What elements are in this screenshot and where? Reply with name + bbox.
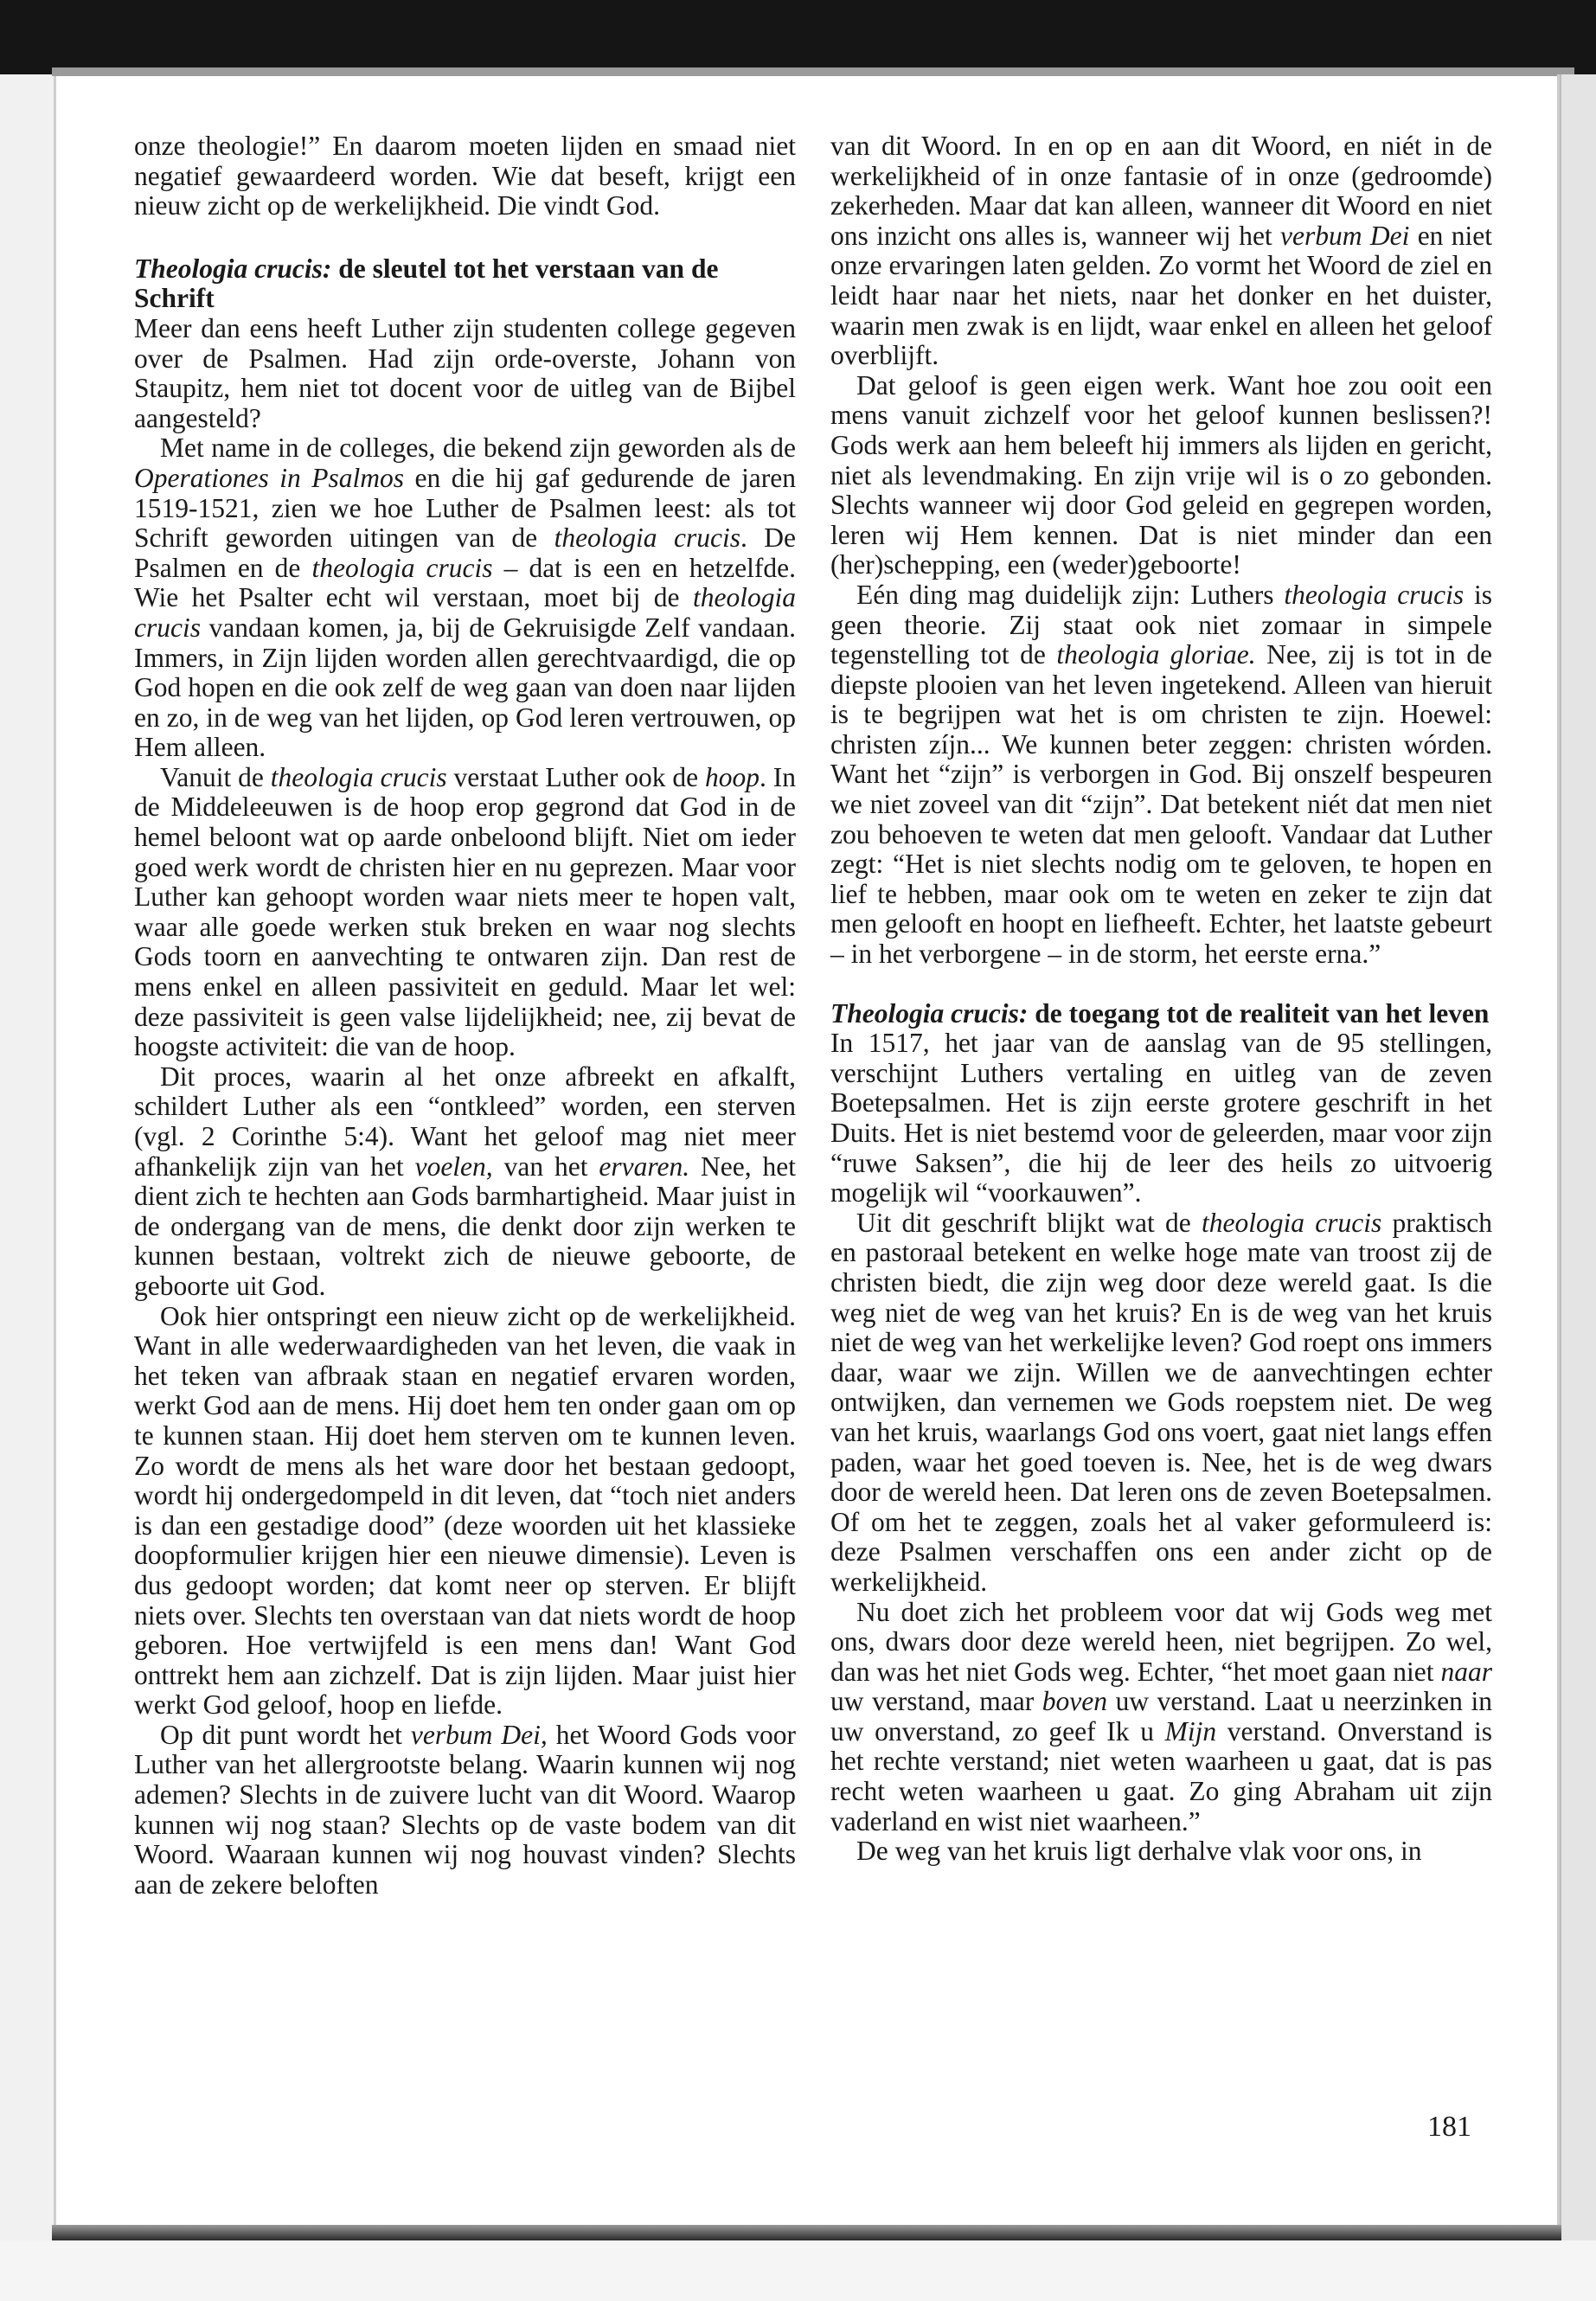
heading-italic: Theologia crucis: bbox=[134, 253, 332, 284]
section-heading-schrift bbox=[134, 254, 796, 314]
paragraph: Dat geloof is geen eigen werk. Want hoe zou ooit een mens vanuit zichzelf voor het geloof kunnen beslissen?! Gods werk aan hem beleeft hij immers als lijden en gericht, niet als levendmaking. En zijn vrije wil is o zo gebonden. Slechts wanneer wij door God geleid en gegrepen worden, leren wij Hem kennen. Dat is niet minder dan een (her)schepping, een (weder)geboorte! bbox=[830, 369, 1492, 580]
right-column bbox=[830, 131, 1492, 1867]
left-column bbox=[134, 131, 796, 1900]
scan-top-shadow bbox=[52, 67, 1574, 76]
scan-right-margin bbox=[1560, 74, 1596, 2301]
paragraph: Op dit punt wordt het verbum Dei, het Woord Gods voor Luther van het allergrootste belang. Waarin kunnen wij nog ademen? Slechts in de zuivere lucht van dit Woord. Waarop kunnen wij nog staan? Slechts op de vaste bodem van dit Woord. Waaraan kunnen wij nog houvast vinden? Slechts aan de zekere beloften bbox=[134, 1719, 796, 1900]
paragraph: Eén ding mag duidelijk zijn: Luthers theologia crucis is geen theorie. Zij staat ook niet zomaar in simpele tegenstelling tot de theologia gloriae. Nee, zij is tot in de diepste plooien van het leven ingetekend. Alleen van hieruit is te begrijpen wat het is om christen te zijn. Hoewel: christen zíjn... We kunnen beter zeggen: christen wórden. Want het “zijn” is verborgen in God. Bij onszelf bespeuren we niet zoveel van dit “zijn”. Dat betekent niét dat men niet zou behoeven te weten dat men gelooft. Vandaar dat Luther zegt: “Het is niet slechts nodig om te geloven, te hopen en lief te hebben, maar ook om te weten en zeker te zijn dat men gelooft en hoopt en liefheeft. Echter, het laatste gebeurt – in het verborgene – in de storm, het eerste erna.” bbox=[830, 579, 1493, 970]
paragraph: Vanuit de theologia crucis verstaat Luther ook de hoop. In de Middeleeuwen is de hoop erop gegrond dat God in de hemel beloont wat op aarde onbeloond blijft. Niet om ieder goed werk wordt de christen hier en nu geprezen. Maar voor Luther kan gehoopt worden waar niets meer te hopen valt, waar alle goede werken stuk breken en waar nog slechts Gods toorn en aanvechting te ontwaren zijn. Dan rest de mens enkel en alleen passiviteit en geduld. Maar let wel: deze passiviteit is geen valse lijdelijkheid; nee, zij bevat de hoogste activiteit: die van de hoop. bbox=[134, 761, 797, 1062]
paragraph: Uit dit geschrift blijkt wat de theologia crucis praktisch en pastoraal betekent en welke hoge mate van troost zij de christen biedt, die zijn weg door deze wereld gaat. Is die weg niet de weg van het kruis? En is de weg van het kruis niet de weg van het werkelijke leven? God roept ons immers daar, waar we zijn. Willen we de aanvechtingen echter ontwijken, dan vernemen we Gods roepstem niet. De weg van het kruis, waarlangs God ons voert, gaat niet langs effen paden, waar het goed toeven is. Nee, het is de weg dwars door de wereld heen. Dat leren ons de zeven Boetepsalmen. Of om het te zeggen, zoals het al vaker geformuleerd is: deze Psalmen verschaffen ons een ander zicht op de werkelijkheid. bbox=[830, 1207, 1492, 1597]
scan-top-border bbox=[0, 0, 1596, 74]
paragraph: van dit Woord. In en op en aan dit Woord, en niét in de werkelijkheid of in onze fantasie of in onze (gedroomde) zekerheden. Maar dat kan alleen, wanneer dit Woord en niet ons inzicht ons alles is, wanneer wij het verbum Dei en niet onze ervaringen laten gelden. Zo vormt het Woord de ziel en leidt haar naar het niets, naar het donker en het duister, waarin men zwak is en lijdt, waar enkel en alleen het geloof overblijft. bbox=[830, 131, 1493, 371]
paragraph: Dit proces, waarin al het onze afbreekt en afkalft, schildert Luther als een “ontkleed” worden, een sterven (vgl. 2 Corinthe 5:4). Want het geloof mag niet meer afhankelijk zijn van het voelen, van het ervaren. Nee, het dient zich te hechten aan Gods barmhartigheid. Maar juist in de ondergang van de mens, die denkt door zijn werken te kunnen bestaan, voltrekt zich de nieuwe geboorte, de geboorte uit God. bbox=[134, 1061, 797, 1301]
paragraph: De weg van het kruis ligt derhalve vlak voor ons, in bbox=[856, 1836, 1422, 1867]
page-number: 181 bbox=[1427, 2111, 1471, 2143]
paragraph: Ook hier ontspringt een nieuw zicht op de werkelijkheid. Want in alle wederwaardigheden van het leven, die vaak in het teken van afbraak staan en negatief ervaren worden, werkt God aan de mens. Hij doet hem ten onder gaan om op te kunnen staan. Hij doet hem sterven om te kunnen leven. Zo wordt de mens als het ware door het bestaan gedoopt, wordt hij ondergedompeld in dit leven, dat “toch niet anders is dan een gestadige dood” (deze woorden uit het klassieke doopformulier krijgen hier een nieuwe dimensie). Leven is dus gedoopt worden; dat komt neer op sterven. Er blijft niets over. Slechts ten overstaan van dat niets wordt de hoop geboren. Hoe vertwijfeld is een mens dan! Want God onttrekt hem aan zichzelf. Dat is zijn lijden. Maar juist hier werkt God geloof, hoop en liefde. bbox=[134, 1300, 796, 1721]
paragraph: In 1517, het jaar van de aanslag van de 95 stellingen, verschijnt Luthers vertaling en uitleg van de zeven Boetepsalmen. Het is zijn eerste grotere geschrift in het Duits. Het is niet bestemd voor de geleerden, maar voor zijn “ruwe Saksen”, die hij de leer des heils zo uitvoerig mogelijk wil “voorkauwen”. bbox=[830, 1028, 1492, 1208]
paragraph: Nu doet zich het probleem voor dat wij Gods weg met ons, dwars door deze wereld heen, niet begrijpen. Zo wel, dan was het niet Gods weg. Echter, “het moet gaan niet naar uw verstand, maar boven uw verstand. Laat u neerzinken in uw onverstand, zo geef Ik u Mijn verstand. Onverstand is het rechte verstand; niet weten waarheen u gaat, dat is pas recht weten waarheen u gaat. Zo ging Abraham uit zijn vaderland en wist niet waarheen.” bbox=[830, 1596, 1492, 1836]
paragraph: Met name in de colleges, die bekend zijn geworden als de Operationes in Psalmos en die hij gaf gedurende de jaren 1519-1521, zien we hoe Luther de Psalmen leest: als tot Schrift geworden uitingen van de theologia crucis. De Psalmen en de theologia crucis – dat is een en hetzelfde. Wie het Psalter echt wil verstaan, moet bij de theologia crucis vandaan komen, ja, bij de Gekruisigde Zelf vandaan. Immers, in Zijn lijden worden allen gerechtvaardigd, die op God hopen en die ook zelf de weg gaan van doen naar lijden en zo, in de weg van het lijden, op God leren vertrouwen, op Hem alleen. bbox=[134, 433, 797, 763]
scan-left-margin bbox=[0, 0, 56, 2301]
scan-bottom-margin bbox=[0, 2240, 1596, 2301]
heading-italic: Theologia crucis: bbox=[830, 997, 1029, 1029]
scan-bottom-border bbox=[52, 2225, 1561, 2240]
section-heading-realiteit bbox=[830, 999, 1492, 1029]
intro-paragraph: onze theologie!” En daarom moeten lijden en smaad niet negatief gewaardeerd worden. Wie dat beseft, krijgt een nieuw zicht op de werkelijkheid. Die vindt God. bbox=[134, 131, 796, 221]
heading-text: de sleutel tot het verstaan van de Schrift bbox=[134, 253, 719, 314]
heading-text: de toegang tot de realiteit van het leven bbox=[1028, 997, 1490, 1029]
paragraph: Meer dan eens heeft Luther zijn studenten college gegeven over de Psalmen. Had zijn orde-overste, Johann von Staupitz, hem niet tot docent voor de uitleg van de Bijbel aangesteld? bbox=[134, 312, 796, 433]
